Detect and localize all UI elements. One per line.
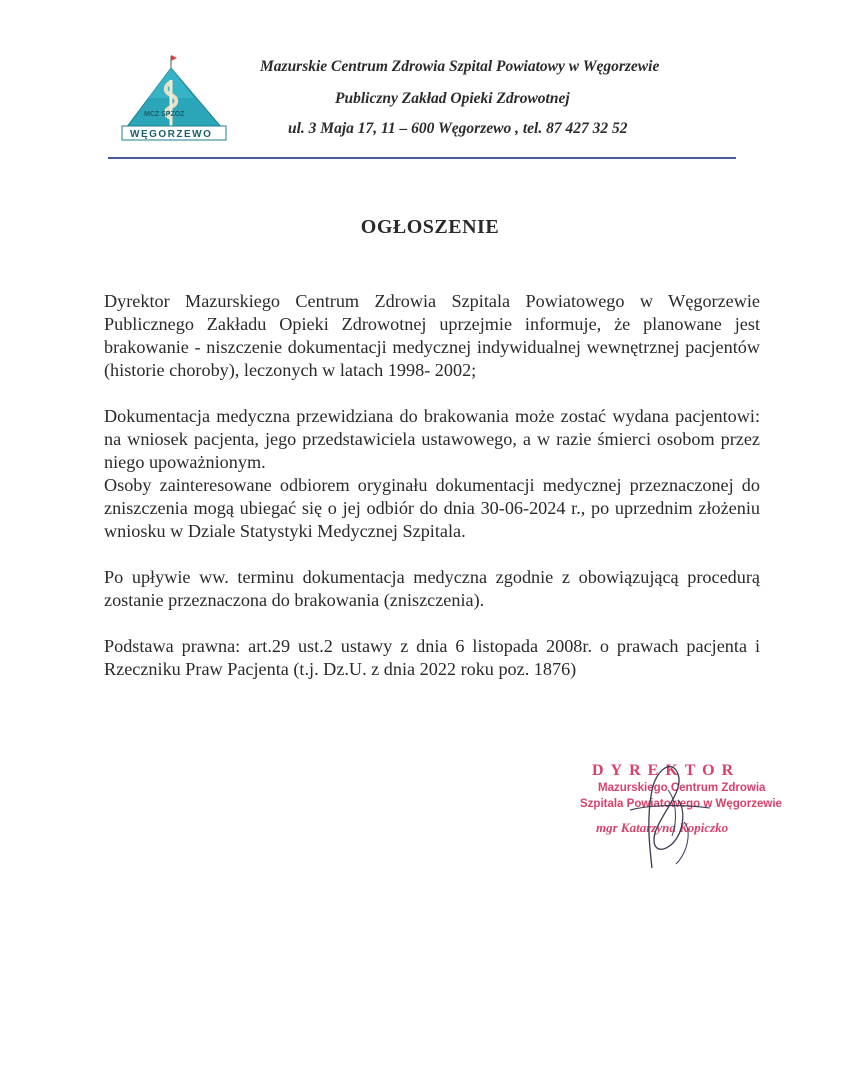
stamp-hospital: Szpitala Powiatowego w Węgorzewie: [580, 798, 782, 810]
paragraph-collection: Osoby zainteresowane odbiorem oryginału dokumentacji medycznej przeznaczonej do zniszczenia mogą ubiegać się o jej odbiór do dnia 30-06-2024 r., po uprzednim złożeniu wniosku w Dziale Statystyki Medycznej Szpitala.: [104, 475, 760, 541]
header-divider: [108, 157, 736, 159]
director-stamp: [560, 760, 790, 880]
letterhead-address: ul. 3 Maja 17, 11 – 600 Węgorzewo , tel. 87 427 32 52: [288, 120, 628, 137]
letterhead-name: Mazurskie Centrum Zdrowia Szpital Powiatowy w Węgorzewie: [260, 58, 660, 75]
stamp-title: DYREKTOR: [592, 762, 741, 779]
stamp-name: mgr Katarzyna Kopiczko: [596, 820, 729, 835]
paragraph-intro: Dyrektor Mazurskiego Centrum Zdrowia Szpitala Powiatowego w Węgorzewie Publicznego Zakładu Opieki Zdrowotnej uprzejmie informuje, że planowane jest brakowanie - niszczenie dokumentacji medycznej indywidualnej wewnętrznej pacjentów (historie choroby), leczonych w latach 1998- 2002;: [104, 291, 760, 380]
paragraph-legal-basis: Podstawa prawna: art.29 ust.2 ustawy z dnia 6 listopada 2008r. o prawach pacjenta i Rzeczniku Praw Pacjenta (t.j. Dz.U. z dnia 2022 roku poz. 1876): [104, 636, 760, 679]
document-body: [104, 290, 760, 681]
paragraph-release: Dokumentacja medyczna przewidziana do brakowania może zostać wydana pacjentowi: na wniosek pacjenta, jego przedstawiciela ustawowego, a w razie śmierci osobom przez niego upoważnionym.: [104, 406, 760, 472]
paragraph-deadline: Po upływie ww. terminu dokumentacja medyczna zgodnie z obowiązującą procedurą zostanie przeznaczona do brakowania (zniszczenia).: [104, 567, 760, 610]
logo-text-top: MCZ SPZOZ: [144, 111, 185, 118]
letterhead-subtitle: Publiczny Zakład Opieki Zdrowotnej: [335, 90, 570, 107]
handwritten-signature: [560, 760, 790, 880]
hospital-logo: [118, 52, 230, 144]
document-title: OGŁOSZENIE: [360, 216, 500, 238]
stamp-institution: Mazurskiego Centrum Zdrowia: [598, 782, 766, 794]
logo-text-bottom: WĘGORZEWO: [130, 129, 213, 140]
